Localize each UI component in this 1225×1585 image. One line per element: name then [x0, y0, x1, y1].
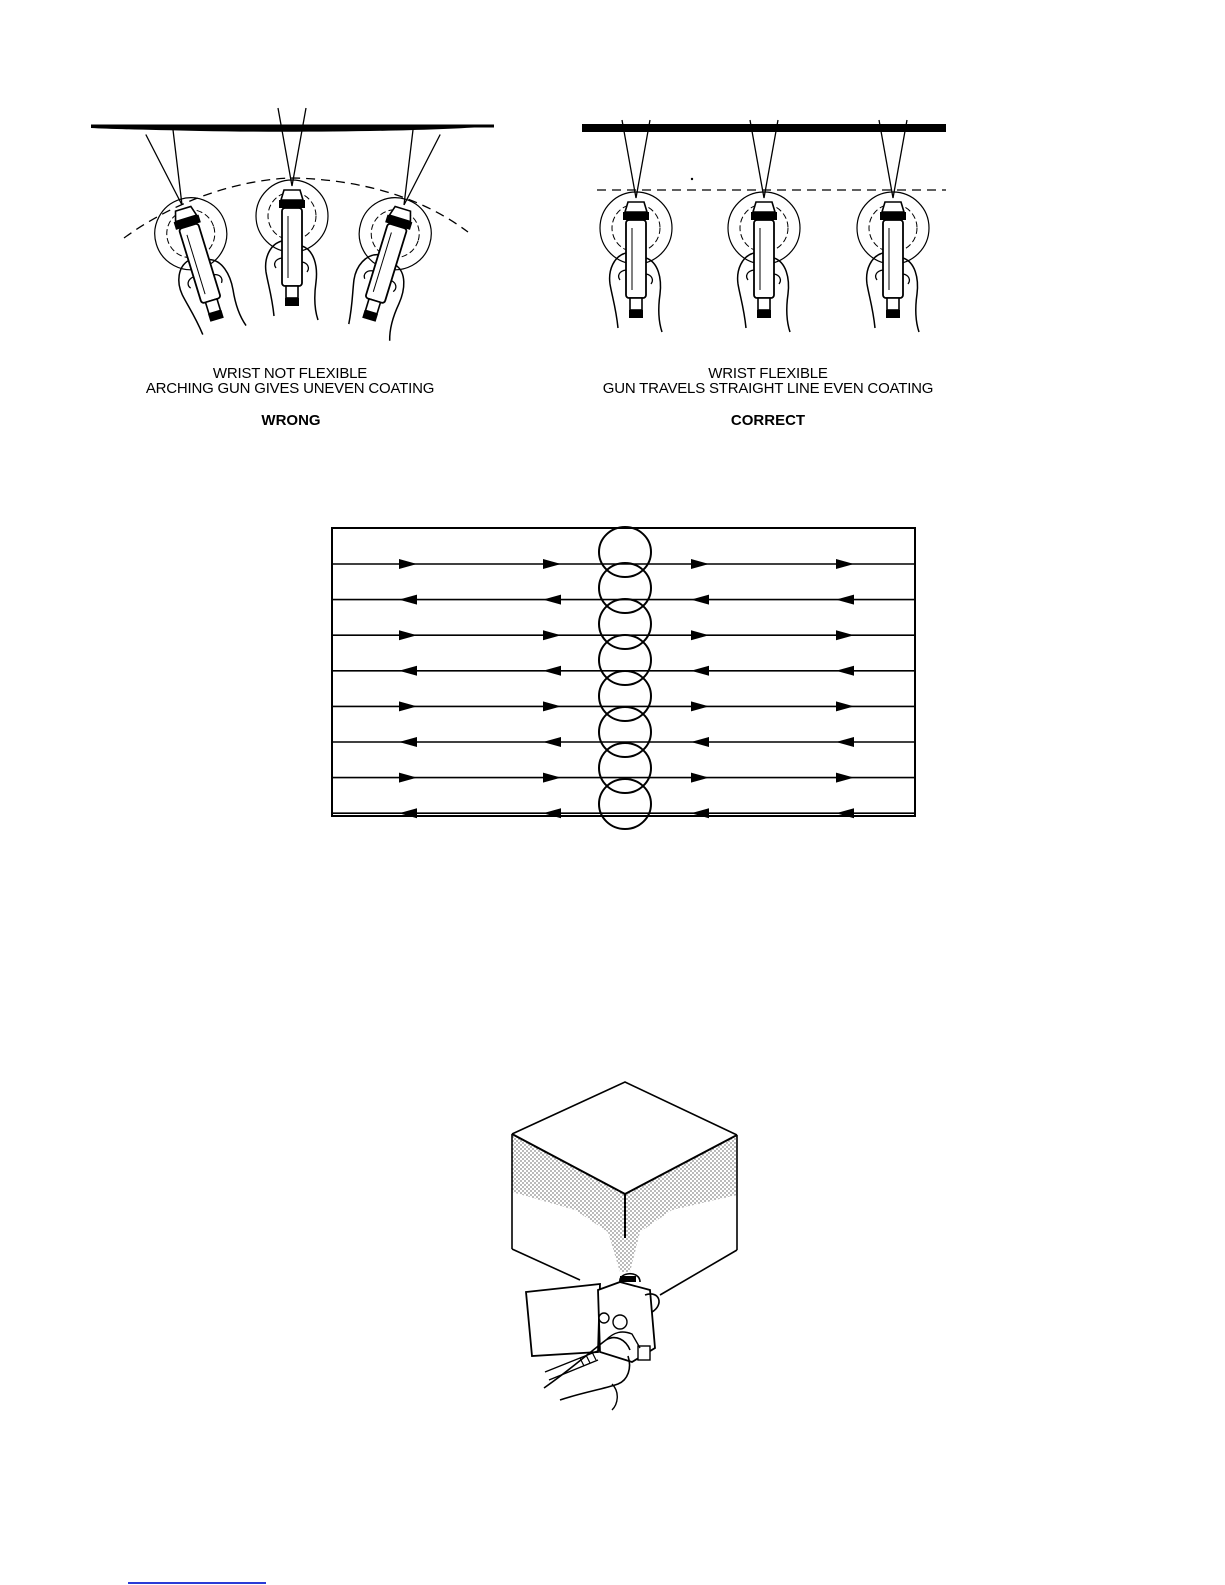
arrow-left-icon: [543, 595, 561, 605]
arrow-right-icon: [399, 773, 417, 783]
correct-verdict-label: CORRECT: [730, 412, 806, 429]
arrow-right-icon: [399, 630, 417, 640]
arrow-left-icon: [691, 737, 709, 747]
overlap-circles: [599, 527, 651, 829]
arrow-right-icon: [543, 630, 561, 640]
arrow-left-icon: [691, 595, 709, 605]
footer-link-underline[interactable]: [128, 1582, 266, 1584]
arrow-right-icon: [543, 701, 561, 711]
wrong-caption-line1: WRIST NOT FLEXIBLE: [212, 365, 368, 382]
surface-line: [582, 124, 946, 132]
spray-overlap-circle: [599, 779, 651, 829]
arrow-right-icon: [691, 559, 709, 569]
arrow-right-icon: [399, 559, 417, 569]
wrong-technique-illustration: [91, 108, 494, 344]
arrow-right-icon: [836, 559, 854, 569]
spray-gun-icon: [256, 108, 328, 320]
correct-caption-line2: GUN TRAVELS STRAIGHT LINE EVEN COATING: [602, 380, 934, 397]
arrow-left-icon: [399, 737, 417, 747]
corner-spray-illustration: [512, 1082, 737, 1410]
arrow-left-icon: [691, 666, 709, 676]
arrow-left-icon: [836, 737, 854, 747]
spray-gun-icon: [125, 120, 256, 344]
stroke-pattern-diagram: [332, 527, 915, 829]
arrow-left-icon: [543, 666, 561, 676]
arrow-right-icon: [543, 773, 561, 783]
arrow-left-icon: [836, 595, 854, 605]
arrow-right-icon: [399, 701, 417, 711]
correct-technique-illustration: [582, 120, 946, 332]
arrow-right-icon: [543, 559, 561, 569]
spray-gun-icon: [600, 120, 672, 332]
arrow-right-icon: [836, 701, 854, 711]
correct-caption-line1: WRIST FLEXIBLE: [708, 365, 828, 382]
arrow-right-icon: [691, 773, 709, 783]
wrong-verdict-label: WRONG: [261, 412, 321, 429]
wrong-caption-line2: ARCHING GUN GIVES UNEVEN COATING: [145, 380, 435, 397]
arrow-left-icon: [836, 666, 854, 676]
arrow-right-icon: [691, 630, 709, 640]
spray-gun-icon: [330, 120, 461, 344]
arrow-right-icon: [691, 701, 709, 711]
spray-gun-icon: [857, 120, 929, 332]
arrow-left-icon: [543, 737, 561, 747]
spray-gun-icon: [728, 120, 800, 332]
arrow-left-icon: [399, 595, 417, 605]
arrow-left-icon: [399, 666, 417, 676]
spray-gun-icon: [526, 1274, 659, 1362]
arrow-right-icon: [836, 630, 854, 640]
arrow-right-icon: [836, 773, 854, 783]
